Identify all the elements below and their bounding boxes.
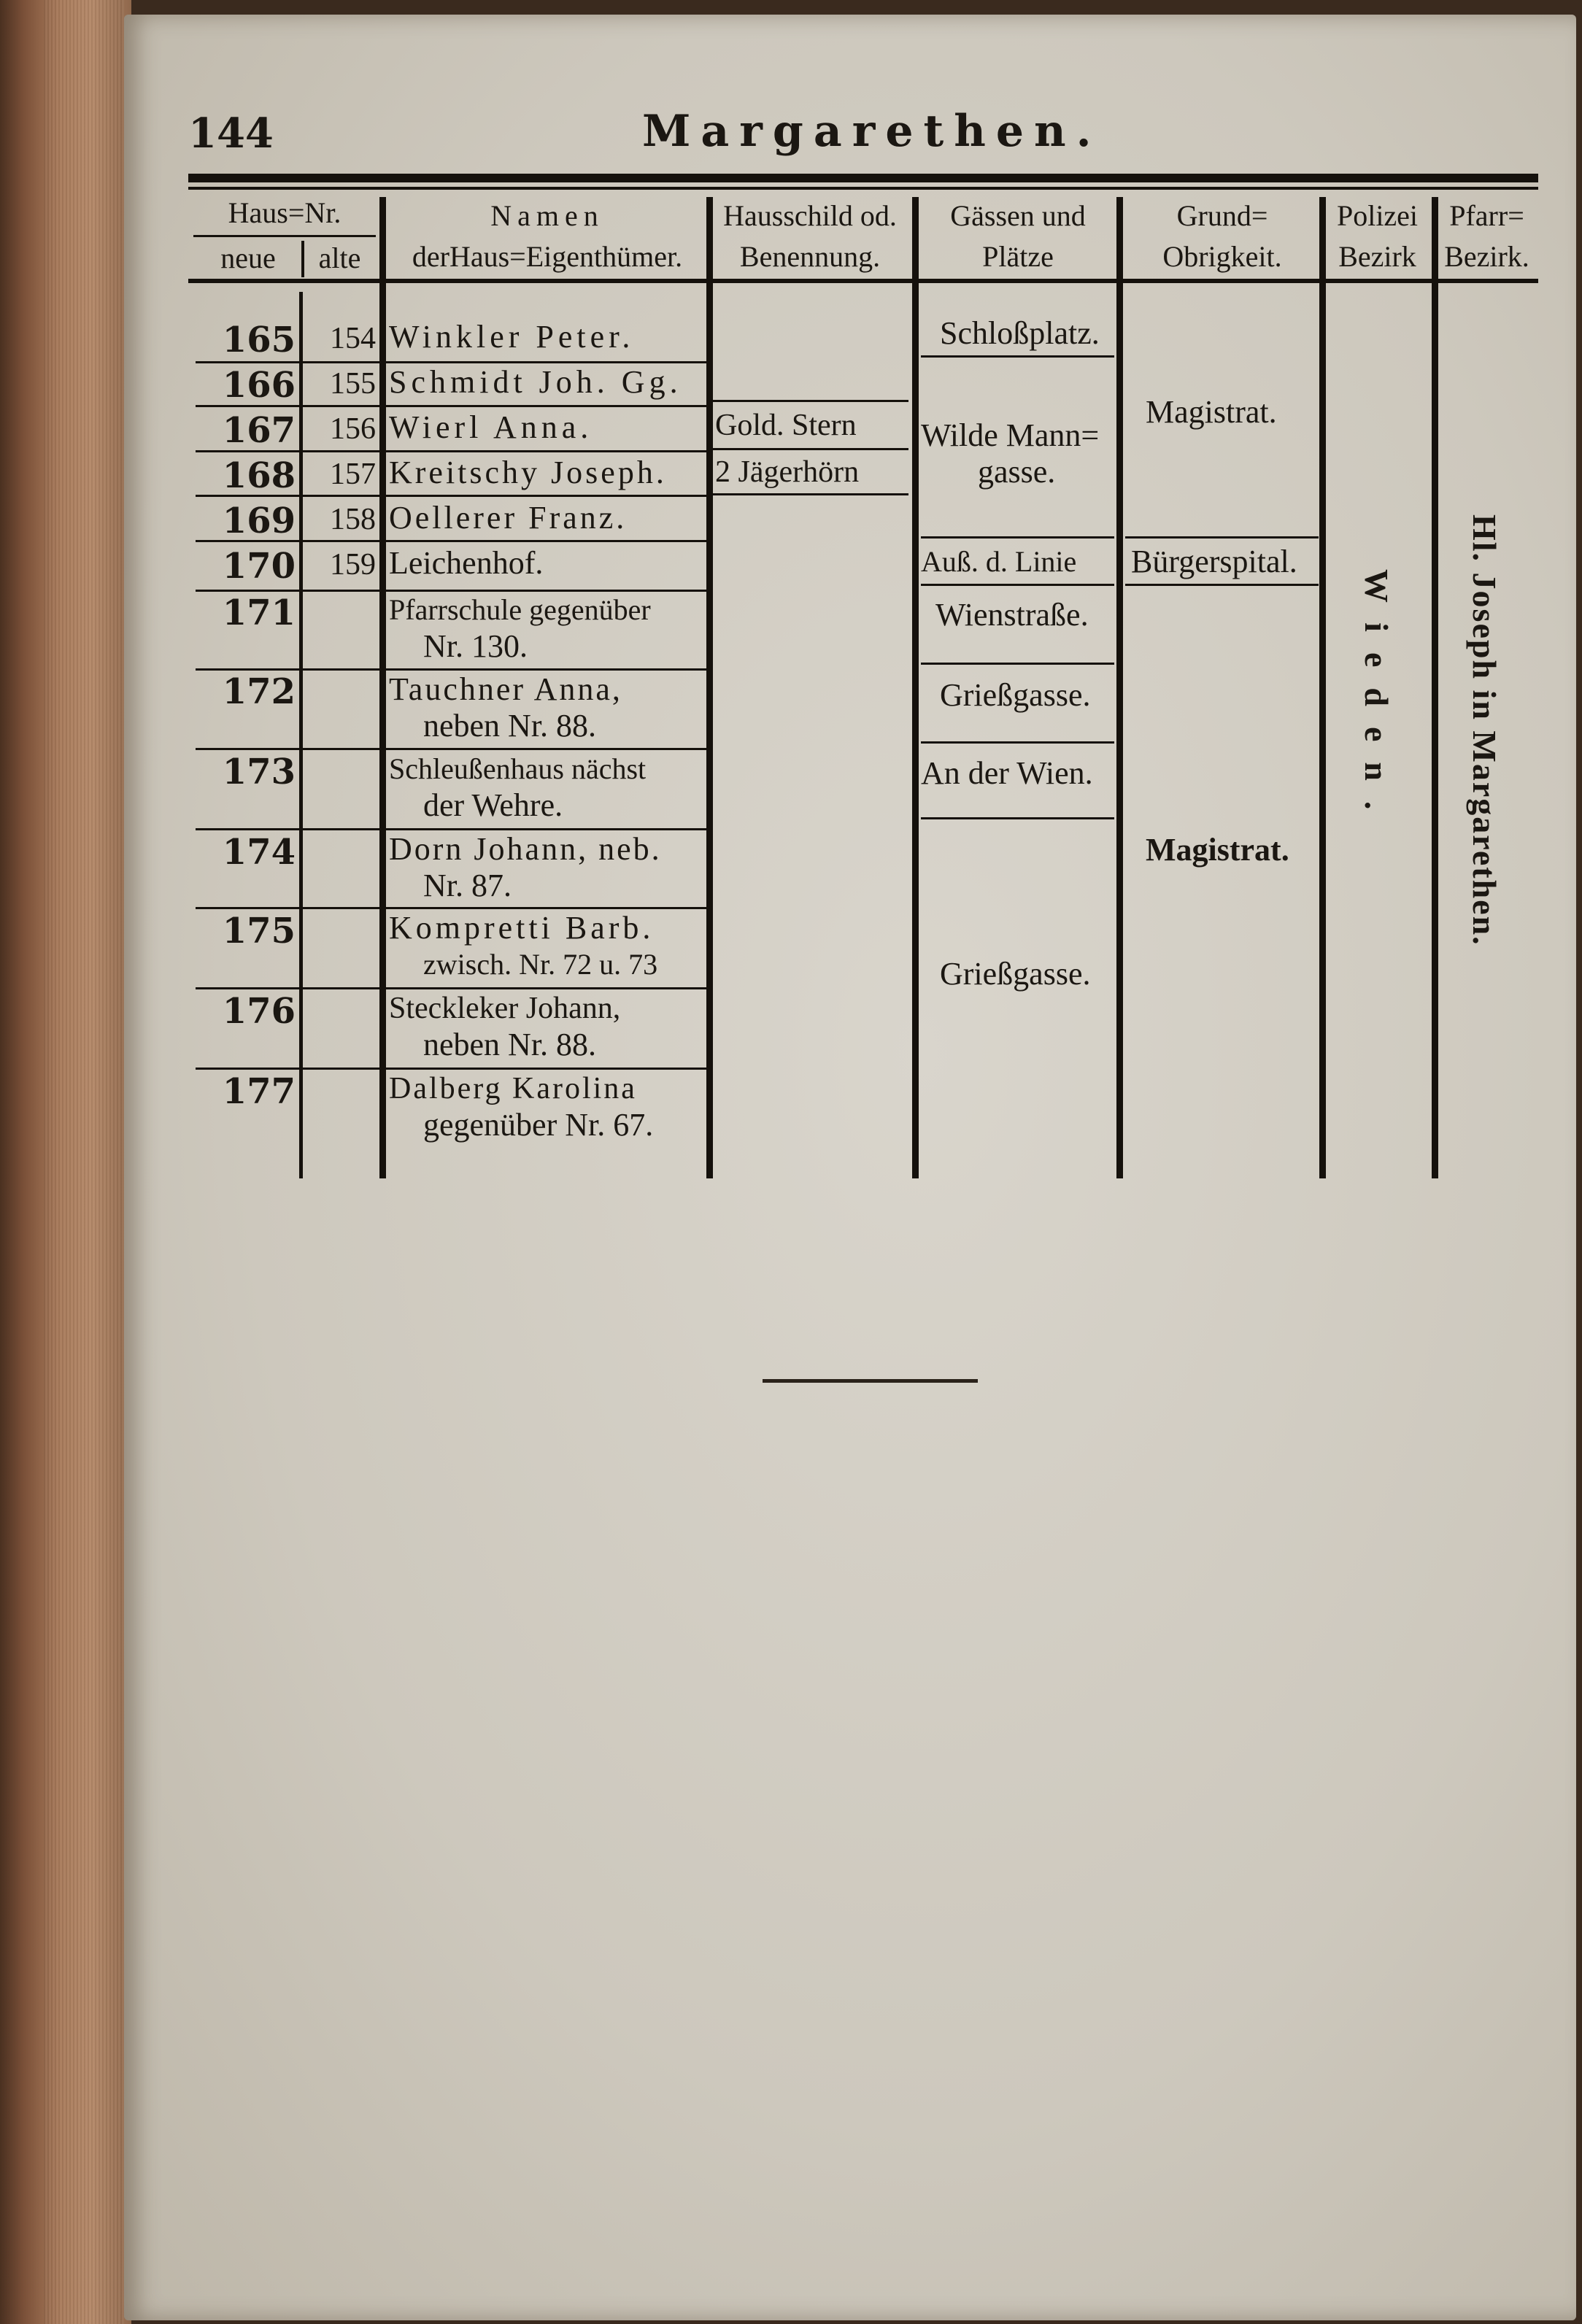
gassen-sep [921,741,1114,744]
row-alte: 154 [330,322,376,355]
row-neue: 167 [222,410,296,451]
row-name: Oellerer Franz. [389,500,628,536]
row-alte: 156 [330,412,376,446]
row-sep [196,828,706,830]
row-name-line2: gegenüber Nr. 67. [423,1107,654,1143]
grund-magistrat: Magistrat. [1146,394,1277,430]
header-alte: alte [318,242,361,274]
top-rule-thin [188,187,1538,190]
grund-buergerspital: Bürgerspital. [1131,544,1297,579]
header-polizei-1: Polizei [1336,199,1419,232]
row-sep [196,907,706,909]
book-edge [0,0,131,2324]
row-neue: 177 [222,1071,296,1112]
header-hausschild-2: Benennung. [739,240,881,273]
row-neue: 172 [222,671,296,712]
row-name: Pfarrschule gegenüber [389,593,651,626]
hausschild-sep [711,493,908,495]
row-alte: 157 [330,458,376,491]
row-alte: 158 [330,503,376,536]
row-neue: 175 [222,911,296,951]
header-bottom-rule [188,279,1538,283]
header-grund-2: Obrigkeit. [1162,240,1282,273]
row-name-line2: Nr. 87. [423,868,512,903]
row-neue: 170 [222,546,296,587]
row-name: Dalberg Karolina [389,1072,637,1105]
pfarr-bezirk-vertical: Hl. Joseph in Margarethen. [1466,514,1503,946]
col-rule-polizei-right [1432,197,1438,1178]
row-name: Kompretti Barb. [389,910,655,946]
row-name: Winkler Peter. [389,319,635,355]
grund-sep [1125,536,1319,538]
col-rule-alte-right [379,197,386,1178]
col-rule-namen-right [706,197,713,1178]
row-neue: 171 [222,592,296,633]
row-neue: 174 [222,832,296,873]
col-rule-hausschild-right [912,197,919,1178]
row-name: Wierl Anna. [389,409,593,445]
gassen-sep [921,584,1114,586]
polizei-bezirk-vertical: Wieden. [1358,569,1395,830]
row-sep [196,668,706,671]
row-sep [196,1068,706,1070]
col-rule-alte-left [301,241,304,277]
running-title: Margarethen. [642,106,1102,157]
gasse-griessgasse: Grießgasse. [940,956,1091,992]
header-neue: neue [220,242,276,274]
row-neue: 169 [222,501,296,541]
row-sep [196,987,706,989]
row-name: Tauchner Anna, [389,671,622,707]
col-rule-grund-right [1319,197,1326,1178]
footer-rule [763,1379,978,1383]
gassen-sep [921,355,1114,358]
row-name-line2: Nr. 130. [423,628,528,664]
gasse-wilde-mann-1: Wilde Mann= [921,417,1100,453]
header-haus-nr: Haus=Nr. [228,196,342,229]
header-gassen-1: Gässen und [950,199,1086,232]
row-alte: 155 [330,367,376,401]
header-gassen-2: Plätze [982,240,1054,273]
row-neue: 168 [222,455,296,496]
row-sep [196,748,706,750]
gasse-griessgasse: Grießgasse. [940,677,1091,713]
grund-sep [1125,584,1319,586]
row-name-line2: neben Nr. 88. [423,708,597,744]
hausschild-sep [711,400,908,402]
grund-magistrat: Magistrat. [1146,832,1289,868]
col-rule-gassen-right [1116,197,1123,1178]
gassen-sep [921,536,1114,538]
hausschild-jaegerhoern: 2 Jägerhörn [715,455,860,489]
gasse-aussen-linie: Auß. d. Linie [921,545,1077,578]
header-haus-underline [193,235,376,237]
top-rule [188,174,1538,182]
header-pfarr-2: Bezirk. [1444,240,1529,273]
row-name-line2: der Wehre. [423,787,563,823]
row-neue: 173 [222,752,296,792]
hausschild-gold-stern: Gold. Stern [715,409,857,442]
row-alte: 159 [330,548,376,582]
row-name: Kreitschy Joseph. [389,455,667,490]
row-name: Steckleker Johann, [389,992,621,1025]
row-neue: 176 [222,991,296,1032]
gasse-wilde-mann-2: gasse. [978,454,1056,490]
gassen-sep [921,817,1114,819]
row-name: Schleußenhaus nächst [389,752,647,785]
gasse-an-der-wien: An der Wien. [921,755,1093,791]
document-page [124,15,1576,2320]
row-name: Leichenhof. [389,545,544,581]
header-namen-2: derHaus=Eigenthümer. [412,240,683,273]
header-pfarr-1: Pfarr= [1449,199,1524,232]
hausschild-sep [711,448,908,450]
row-name-line2: zwisch. Nr. 72 u. 73 [423,948,658,981]
gasse-schlossplatz: Schloßplatz. [940,315,1100,351]
header-grund-1: Grund= [1176,199,1268,232]
row-neue: 166 [222,365,296,406]
gassen-sep [921,663,1114,665]
page-number: 144 [188,109,274,158]
row-name: Schmidt Joh. Gg. [389,364,682,400]
row-sep [196,361,706,363]
row-name: Dorn Johann, neb. [389,831,662,867]
gasse-wienstrasse: Wienstraße. [935,597,1089,633]
row-name-line2: neben Nr. 88. [423,1027,597,1062]
header-polizei-2: Bezirk [1338,240,1416,273]
header-hausschild-1: Hausschild od. [723,199,897,232]
header-namen-1: Namen [490,199,604,232]
row-neue: 165 [222,320,296,360]
